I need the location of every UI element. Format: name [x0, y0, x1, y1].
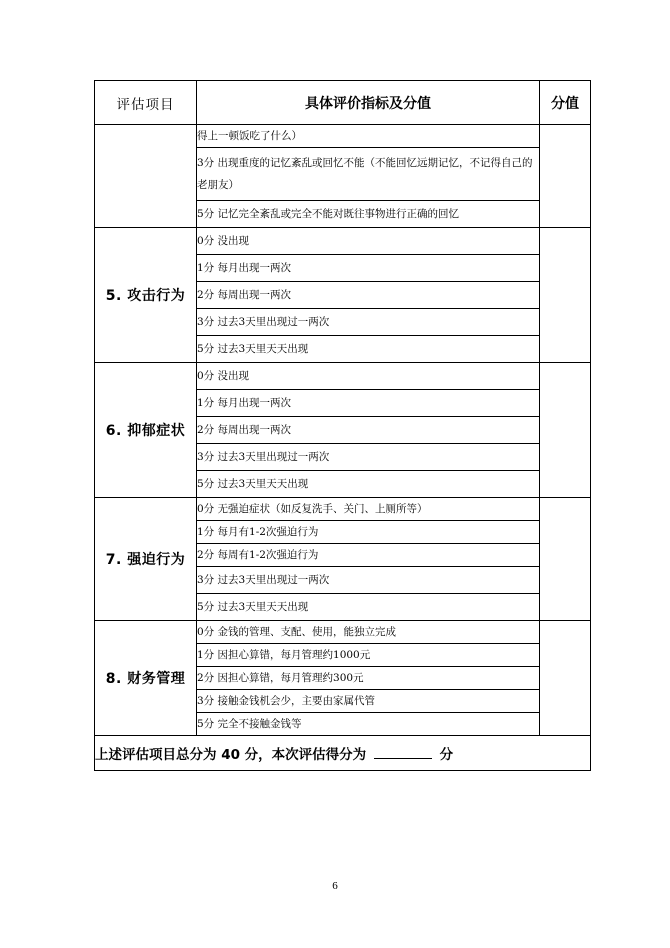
option-cell: 得上一顿饭吃了什么）	[197, 125, 540, 148]
score-cell[interactable]	[540, 228, 591, 363]
category-depression: 6. 抑郁症状	[95, 363, 197, 498]
option-cell: 3分 过去3天里出现过一两次	[197, 309, 540, 336]
score-cell[interactable]	[540, 621, 591, 736]
assessment-table	[94, 80, 591, 771]
option-cell: 5分 记忆完全紊乱或完全不能对既往事物进行正确的回忆	[197, 201, 540, 228]
option-cell: 5分 过去3天里天天出现	[197, 471, 540, 498]
table-row	[95, 621, 591, 644]
option-cell: 0分 没出现	[197, 363, 540, 390]
option-cell: 2分 每周有1-2次强迫行为	[197, 544, 540, 567]
table-row	[95, 363, 591, 390]
option-cell: 3分 接触金钱机会少，主要由家属代管	[197, 690, 540, 713]
option-cell: 3分 过去3天里出现过一两次	[197, 567, 540, 594]
option-cell: 5分 过去3天里天天出现	[197, 336, 540, 363]
table-row	[95, 228, 591, 255]
category-compulsive: 7. 强迫行为	[95, 498, 197, 621]
header-score: 分值	[540, 81, 591, 125]
option-cell: 1分 每月有1-2次强迫行为	[197, 521, 540, 544]
category-finance: 8. 财务管理	[95, 621, 197, 736]
total-text: 上述评估项目总分为 40 分，本次评估得分为	[95, 747, 367, 763]
score-cell[interactable]	[540, 498, 591, 621]
option-cell: 2分 每周出现一两次	[197, 282, 540, 309]
total-row	[95, 736, 591, 771]
option-cell: 1分 每月出现一两次	[197, 390, 540, 417]
option-cell: 1分 每月出现一两次	[197, 255, 540, 282]
header-item: 评估项目	[95, 81, 197, 125]
option-cell: 1分 因担心算错，每月管理约1000元	[197, 644, 540, 667]
total-cell	[95, 736, 591, 771]
header-criteria: 具体评价指标及分值	[197, 81, 540, 125]
option-cell: 0分 无强迫症状（如反复洗手、关门、上厕所等）	[197, 498, 540, 521]
option-cell: 3分 过去3天里出现过一两次	[197, 444, 540, 471]
option-cell: 0分 没出现	[197, 228, 540, 255]
score-cell[interactable]	[540, 125, 591, 228]
score-blank[interactable]	[374, 744, 432, 759]
table-row	[95, 498, 591, 521]
option-cell: 2分 每周出现一两次	[197, 417, 540, 444]
option-cell: 5分 完全不接触金钱等	[197, 713, 540, 736]
table-header-row	[95, 81, 591, 125]
option-cell: 3分 出现重度的记忆紊乱或回忆不能（不能回忆远期记忆，不记得自己的老朋友）	[197, 148, 540, 201]
table-row	[95, 125, 591, 148]
option-cell: 0分 金钱的管理、支配、使用，能独立完成	[197, 621, 540, 644]
total-unit: 分	[439, 747, 454, 763]
continued-category-cell	[95, 125, 197, 228]
option-cell: 5分 过去3天里天天出现	[197, 594, 540, 621]
score-cell[interactable]	[540, 363, 591, 498]
category-attack-behavior: 5. 攻击行为	[95, 228, 197, 363]
option-cell: 2分 因担心算错，每月管理约300元	[197, 667, 540, 690]
page-number: 6	[332, 880, 338, 892]
